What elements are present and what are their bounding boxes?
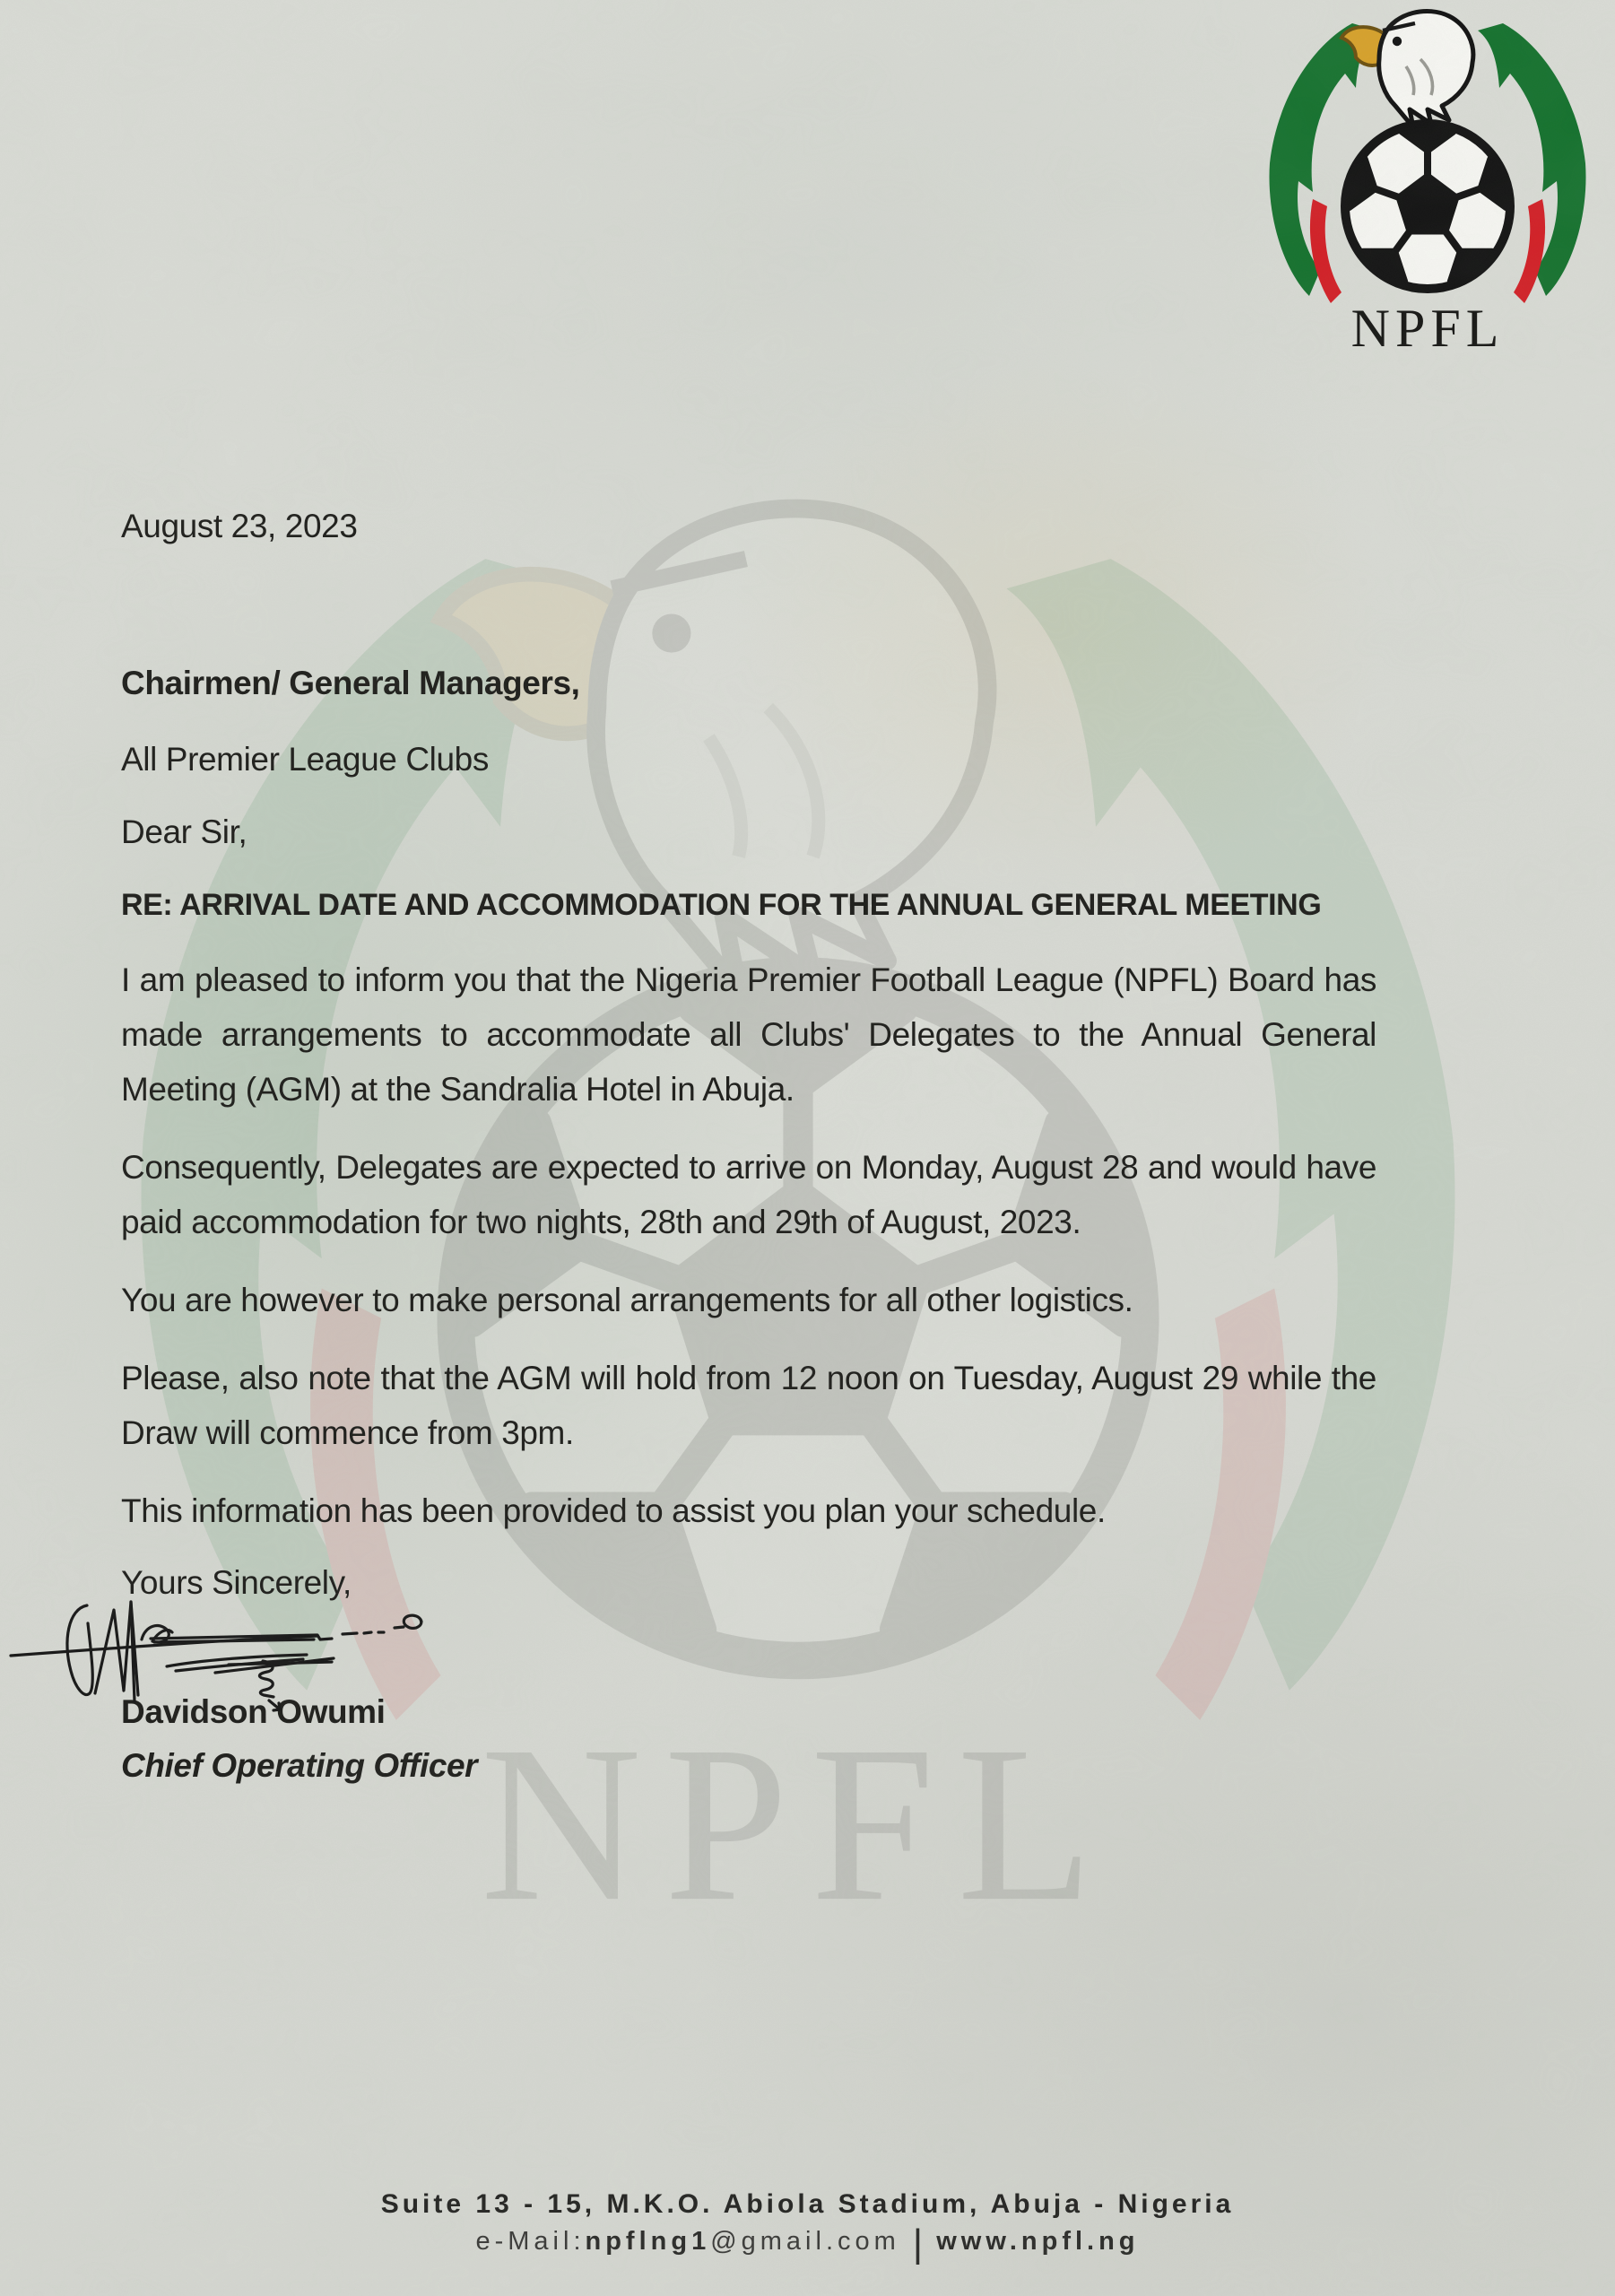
closing: Yours Sincerely,: [121, 1564, 352, 1601]
paragraph-2: Consequently, Delegates are expected to arrive on Monday, August 28 and would have paid accommodation for two nights, 28th and 29th of August, 2023.: [121, 1149, 1376, 1240]
email-user: npflng1: [585, 2227, 711, 2256]
footer-separator: |: [912, 2222, 928, 2266]
npfl-logo: [1248, 5, 1607, 357]
paragraph-4: Please, also note that the AGM will hold from 12 noon on Tuesday, August 29 while the Draw will commence from 3pm.: [121, 1360, 1376, 1451]
paragraph-3: You are however to make personal arrangements for all other logistics.: [121, 1282, 1133, 1318]
paragraph-1: I am pleased to inform you that the Nigeria Premier Football League (NPFL) Board has made arrangements to accommodate all Clubs' Delegates to the Annual General Meeting (AGM) at the Sandralia Hotel in Abuja.: [121, 961, 1376, 1108]
letter-footer: [0, 2189, 1615, 2266]
email-label: e-Mail:: [475, 2227, 586, 2256]
letter-date: August 23, 2023: [121, 508, 358, 544]
email-domain: @gmail.com: [710, 2227, 900, 2256]
website: www.npfl.ng: [936, 2227, 1140, 2256]
footer-address: Suite 13 - 15, M.K.O. Abiola Stadium, Abuja - Nigeria: [380, 2189, 1235, 2219]
signatory-title: Chief Operating Officer: [121, 1747, 478, 1784]
salutation: Dear Sir,: [121, 813, 247, 850]
recipient-line-1: Chairmen/ General Managers,: [121, 665, 580, 701]
subject-line: RE: ARRIVAL DATE AND ACCOMMODATION FOR THE ANNUAL GENERAL MEETING: [121, 888, 1322, 922]
signatory-name: Davidson Owumi: [121, 1693, 386, 1730]
letter-body: [121, 505, 1376, 1787]
recipient-line-2: All Premier League Clubs: [121, 741, 489, 778]
paragraph-5: This information has been provided to assist you plan your schedule.: [121, 1492, 1106, 1529]
footer-contact: [0, 2222, 1615, 2266]
